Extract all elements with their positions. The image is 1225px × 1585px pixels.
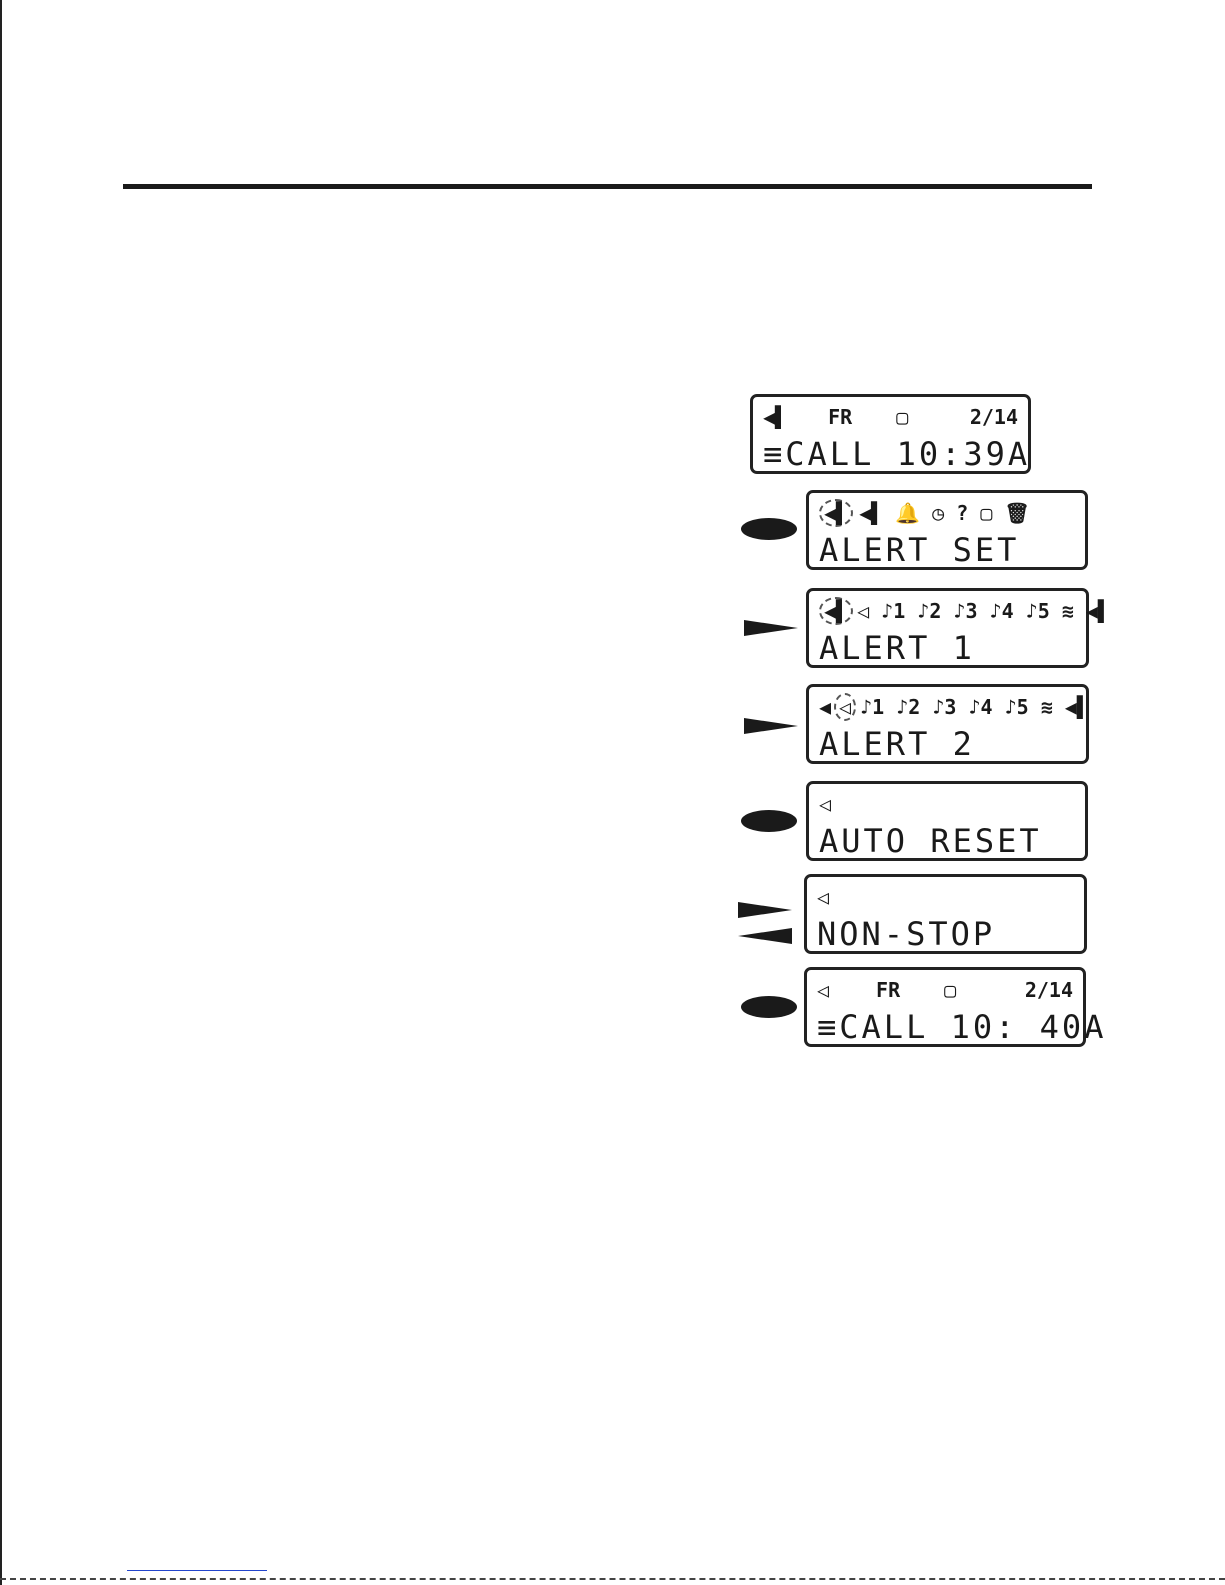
- alert-options-row: ◁ ♪1 ♪2 ♪3 ♪4 ♪5 ≋ ◀▌: [857, 599, 1110, 623]
- lcd-status-row: [817, 974, 1073, 1006]
- header-rule: [123, 184, 1092, 189]
- button-oval-icon: [741, 518, 797, 540]
- lcd-screen-7: [804, 967, 1107, 1047]
- lcd-icon-row: [819, 497, 1075, 529]
- lcd-screen-5: [806, 781, 1088, 861]
- arrow-right-icon: [738, 902, 792, 918]
- lcd-main-text: CALL 10:39A: [785, 435, 1031, 473]
- speaker-soft-icon: ◁: [819, 792, 832, 816]
- lcd-main-text: ALERT SET: [819, 531, 1020, 569]
- day-indicator: FR: [876, 978, 901, 1002]
- speaker-soft-icon: ◁: [817, 885, 830, 909]
- day-indicator: FR: [828, 405, 853, 429]
- speaker-loud-icon: ◀: [819, 695, 832, 719]
- date-indicator: 2/14: [969, 405, 1018, 429]
- menu-bars-icon: ≡: [817, 1008, 840, 1046]
- footer-link-underline: [127, 1570, 267, 1571]
- lcd-icon-row: [817, 881, 1074, 913]
- battery-icon: ▢: [896, 405, 909, 429]
- lcd-main-text: ALERT 2: [819, 725, 975, 763]
- lcd-main-text: NON-STOP: [817, 915, 996, 953]
- lcd-screen-2: [806, 490, 1088, 570]
- lcd-main-text: CALL 10: 40A: [839, 1008, 1107, 1046]
- page-left-border: [0, 0, 2, 1585]
- battery-icon: ▢: [944, 978, 957, 1002]
- speaker-soft-icon: ◁: [817, 978, 830, 1002]
- lcd-icon-row: [819, 595, 1110, 627]
- button-oval-icon: [741, 810, 797, 832]
- arrow-right-icon: [744, 718, 798, 734]
- arrow-left-icon: [738, 928, 792, 944]
- arrow-right-icon: [744, 620, 798, 636]
- footer-dashed-line: [0, 1578, 1225, 1580]
- lcd-icon-row: [819, 691, 1089, 723]
- speaker-highlighted-icon: ◀▌: [819, 499, 853, 527]
- lcd-screen-4: [806, 684, 1089, 764]
- lcd-main-text: ALERT 1: [819, 629, 975, 667]
- button-oval-icon: [741, 996, 797, 1018]
- speaker-loud-icon: ◀▌: [763, 405, 788, 429]
- lcd-screen-6: [804, 874, 1087, 954]
- speaker-soft-highlighted-icon: ◁: [834, 693, 856, 721]
- lcd-icon-row: [819, 788, 1075, 820]
- menu-bars-icon: ≡: [763, 435, 786, 473]
- lcd-screen-1: [750, 394, 1031, 474]
- date-indicator: 2/14: [1024, 978, 1073, 1002]
- speaker-highlighted-icon: ◀▌: [819, 597, 853, 625]
- menu-icon-row: ◀▌ 🔔 ◷ ? ▢ 🗑: [859, 501, 1030, 525]
- lcd-screen-3: [806, 588, 1110, 668]
- alert-options-row: ♪1 ♪2 ♪3 ♪4 ♪5 ≋ ◀▌: [860, 695, 1089, 719]
- lcd-text-row: [763, 435, 1031, 473]
- lcd-main-text: AUTO RESET: [819, 822, 1042, 860]
- lcd-status-row: [763, 401, 1018, 433]
- lcd-text-row: [817, 1008, 1107, 1046]
